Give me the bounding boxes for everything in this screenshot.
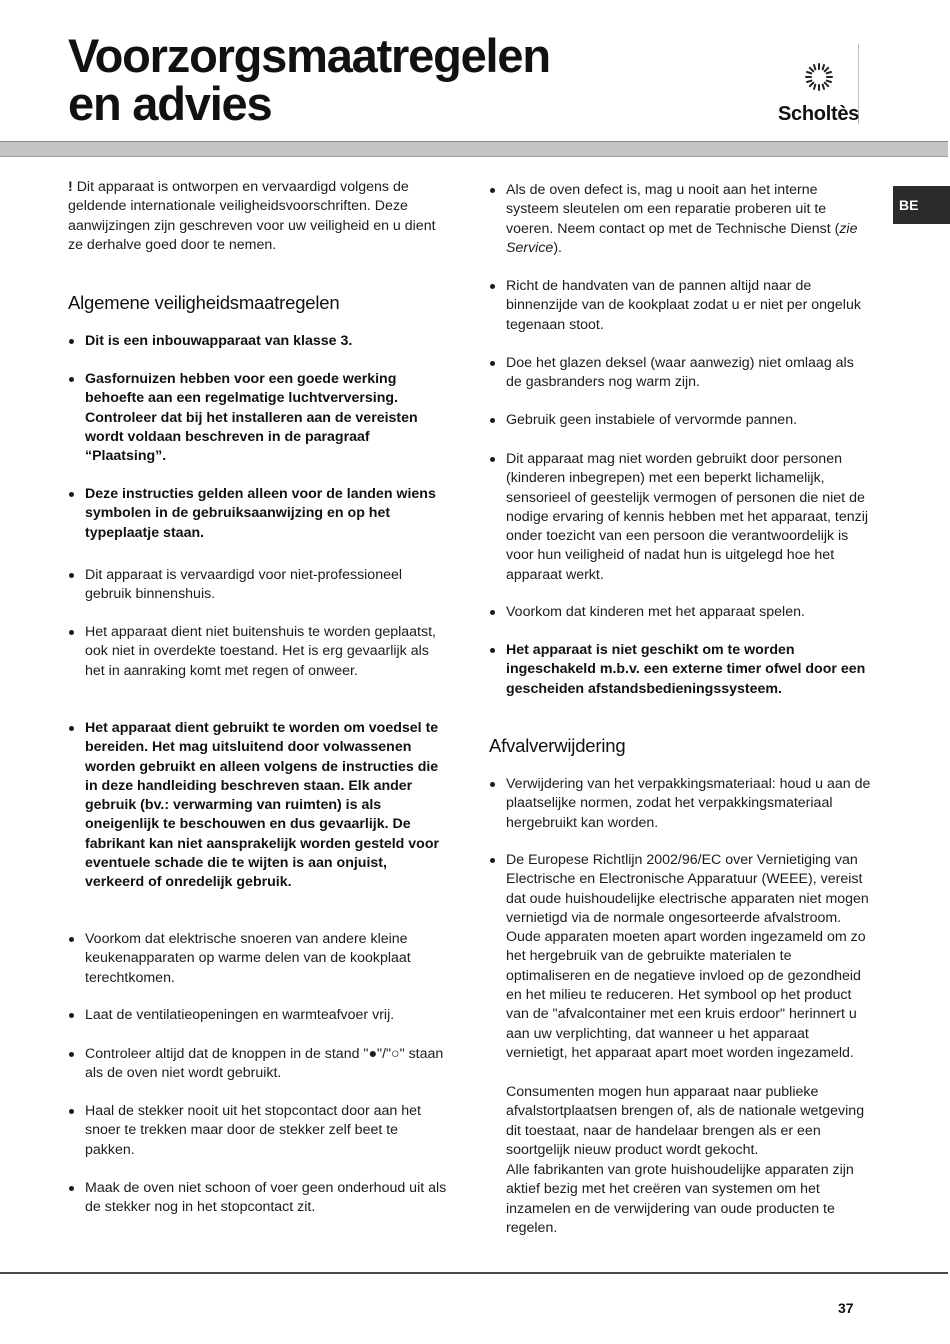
disposal-paragraph-manufacturers: Alle fabrikanten van grote huishoudelijke apparaten zijn aktief bezig met het creëren van systemen om het inzamelen en de verwijdering van oude producten te regelen. [506,1162,854,1236]
list-item-text: Laat de ventilatieopeningen en warmteafvoer vrij. [85,1007,395,1023]
list-item-text: De Europese Richtlijn 2002/96/EC over Vernietiging van Electrische en Electronische Apparatuur (WEEE), vereist dat oude huishoudelijke electrische apparaten niet mogen vernietigd via de normale ongesorteerde afvalstroom. Oude apparaten moeten apart worden ingezameld om zo het hergebruik van de gebruikte materialen te optimaliseren en de negatieve invloed op de gezondheid en het milieu te reduceren. Het symbool op het product van de "afvalcontainer met een kruis erdoor" herinnert u aan uw verplichting, dat wanneer u het apparaat vernietigt, het apparaat apart moet worden ingezameld. [506,852,869,1061]
list-item-text: Deze instructies gelden alleen voor de landen wiens symbolen in de gebruiksaanwijzing en op het typeplaatje staan. [85,486,436,541]
bullet-icon [69,1186,74,1191]
section-heading-general: Algemene veiligheidsmaatregelen [68,292,340,313]
list-item-text: Dit apparaat is vervaardigd voor niet-professioneel gebruik binnenshuis. [85,567,403,603]
list-item-text: Gasfornuizen hebben voor een goede werking behoefte aan een regelmatige luchtverversing. Controleer dat bij het installeren aan de vereisten wordt voldaan beschreven in de paragraaf “Plaatsing”. [85,371,418,465]
intro-mark: ! [68,179,73,195]
bullet-icon [490,858,495,863]
bullet-icon [490,648,495,653]
intro-paragraph [68,178,436,255]
list-item-text: Het apparaat dient gebruikt te worden om voedsel te bereiden. Het mag uitsluitend door volwassenen worden gebruikt en alleen volgens de instructies die in deze handleiding beschreven staan. Elk ander gebruik (bv.: verwarming van ruimten) is als oneigenlijk te beschouwen en dus gevaarlijk. De fabrikant kan niet aansprakelijk worden gesteld voor eventuele schade die te wijten is aan onjuist, verkeerd of onredelijk gebruik. [85,720,440,891]
page-title [68,29,550,130]
bullet-icon [69,377,74,382]
bullet-icon [490,782,495,787]
disposal-paragraph-consumers: Consumenten mogen hun apparaat naar publieke afvalstortplaatsen brengen of, als de nationale wetgeving dit toestaat, naar de handelaar brengen als er een soortgelijk nieuw product wordt gekocht. [506,1084,865,1158]
service-reference: zie Service [506,220,858,256]
service-text: Als de oven defect is, mag u nooit aan het interne systeem sleutelen om een reparatie proberen uit te voeren. Neem contact op met de Technische Dienst ( [506,182,840,237]
intro-text: Dit apparaat is ontworpen en vervaardigd volgens de geldende internationale veiligheidsvoorschriften. Deze aanwijzingen zijn geschreven voor uw veiligheid en u dient ze derhalve goed door te nemen. [68,179,436,253]
bullet-icon [490,610,495,615]
bullet-icon [69,1052,74,1057]
bullet-icon [69,573,74,578]
service-text-end: ). [553,239,562,256]
section-heading-disposal: Afvalverwijdering [489,735,626,756]
list-item-text: Het apparaat is niet geschikt om te worden ingeschakeld m.b.v. een externe timer ofwel door een gescheiden afstandsbedieningssysteem. [506,642,866,697]
list-item-text: Dit apparaat mag niet worden gebruikt door personen (kinderen inbegrepen) met een beperkt lichamelijk, sensorieel of geestelijk vermogen of personen die niet de nodige ervaring of kennis hebben met het apparaat, tenzij onder toezicht van een persoon die verantwoordelijk is voor hun veiligheid of nadat hun is uitgelegd hoe het apparaat werkt. [506,451,869,583]
bullet-icon [69,1013,74,1018]
page-title-line-2: en advies [68,77,272,130]
bullet-icon [69,726,74,731]
brand-name: Scholtès [778,103,859,125]
footer-rule [0,1272,948,1274]
brand-logo [770,62,866,128]
list-item-text: Dit is een inbouwapparaat van klasse 3. [85,333,353,349]
list-item-text: Verwijdering van het verpakkingsmateriaal: houd u aan de plaatselijke normen, zodat het verpakkingsmateriaal hergebruikt kan worden. [506,776,871,831]
bullet-icon [490,284,495,289]
list-item-text: Richt de handvaten van de pannen altijd naar de binnenzijde van de kookplaat zodat u er niet per ongeluk tegenaan stoot. [506,278,861,333]
list-item-text: Gebruik geen instabiele of vervormde pannen. [506,412,798,428]
header [0,0,950,141]
bullet-icon [490,361,495,366]
list-item-text: Voorkom dat kinderen met het apparaat spelen. [506,604,805,620]
page-title-line-1: Voorzorgsmaatregelen [68,29,550,82]
list-item-text: Maak de oven niet schoon of voer geen onderhoud uit als de stekker nog in het stopcontact zit. [85,1180,447,1216]
page-number: 37 [838,1300,854,1316]
bullet-icon [69,630,74,635]
bullet-icon [490,457,495,462]
list-item-text: Voorkom dat elektrische snoeren van andere kleine keukenapparaten op warme delen van de kookplaat terechtkomen. [85,931,411,986]
list-item-text: Het apparaat dient niet buitenshuis te worden geplaatst, ook niet in overdekte toestand. Het is erg gevaarlijk als het in aanraking komt met regen of onweer. [85,624,436,679]
bullet-icon [490,188,495,193]
bullet-icon [69,492,74,497]
bullet-icon [69,339,74,344]
list-item-text: Doe het glazen deksel (waar aanwezig) niet omlaag als de gasbranders nog warm zijn. [506,355,854,391]
header-rule [0,141,948,157]
bullet-icon [490,418,495,423]
language-tab: BE [893,186,950,224]
brand-sun-icon [804,62,834,92]
list-item-text: Haal de stekker nooit uit het stopcontact door aan het snoer te trekken maar door de stekker zelf beet te pakken. [85,1103,421,1158]
bullet-icon [69,937,74,942]
list-item-text [506,181,871,258]
list-item-text: Controleer altijd dat de knoppen in de stand "●"/"○" staan als de oven niet wordt gebruikt. [85,1046,444,1082]
bullet-icon [69,1109,74,1114]
